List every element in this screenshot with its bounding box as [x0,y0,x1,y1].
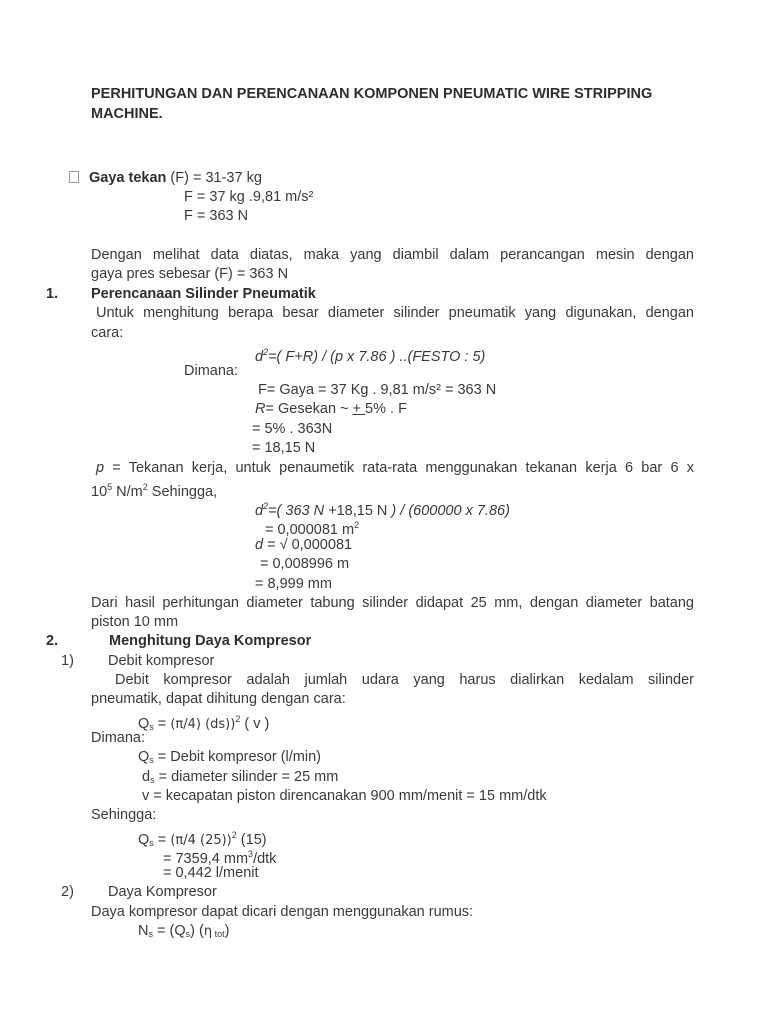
debit-calc-3: = 0,442 l/menit [163,865,259,881]
intro-line-1: Dengan melihat data diatas, maka yang diambil dalam perancangan mesin dengan [91,247,694,263]
d-calc-line-1: $d^2=$( 363 N +18,15 N ) / (600000 x 7.86) [255,501,510,519]
sub-2-number: 2) [61,884,74,900]
sehingga-label: Sehingga: [91,807,157,823]
debit-calc-2: = 7359,4 $mm^3$/dtk [163,849,277,867]
section-1-number: 1. [46,286,59,302]
dimana-label-1: Dimana: [184,363,238,379]
debit-calc-1: $Q_s = (\pi/4$ (25))$^2$ (15) [138,830,267,848]
f-definition: F= Gaya = 37 Kg . 9,81 m/s² = 363 N [258,382,497,398]
r-calc-2: = 18,15 N [252,440,316,456]
debit-para-line-1: Debit kompresor adalah jumlah udara yang harus dialirkan kedalam silinder [115,672,694,688]
gaya-tekan-label: Gaya tekan [89,170,167,186]
bullet-box-icon [69,171,79,183]
sub-1-heading: Debit kompresor [108,653,215,669]
sub-1-number: 1) [61,653,74,669]
sub-2-heading: Daya Kompresor [108,884,217,900]
section-2-number: 2. [46,633,59,649]
p-definition-line-2: $10^5$ $N/m^2$ Sehingga, [91,482,218,500]
formula-d-squared: $d^2=$( F+R) / (p x 7.86 ) ..(FESTO : 5) [255,347,486,365]
gaya-calc-2: F = 363 N [184,208,249,224]
qs-definition: $Q_s$ = Debit kompresor (l/min) [138,749,321,765]
v-definition: v = kecapatan piston direncanakan 900 mm/menit = 15 mm/dtk [142,788,547,804]
debit-formula: $Q_s = (\pi/4)$ (ds))$^2$ ( v ) [138,714,270,732]
gaya-calc-1: F = 37 kg .9,81 m/s² [184,189,314,205]
s1-para-line-1: Untuk menghitung berapa besar diameter silinder pneumatik yang digunakan, dengan [96,305,694,321]
d-calc-line-3: d = √ 0,000081 [255,537,353,553]
daya-intro: Daya kompresor dapat dicari dengan menggunakan rumus: [91,904,474,920]
ds-definition: $d_s$ = diameter silinder = 25 mm [142,769,339,785]
intro-line-2: gaya pres sebesar (F) = 363 N [91,266,289,282]
section-2-heading: Menghitung Daya Kompresor [109,633,312,649]
d-calc-line-5: = 8,999 mm [255,576,332,592]
d-calc-line-4: = 0,008996 m [260,556,350,572]
gaya-tekan-range: (F) = 31-37 kg [166,170,262,186]
r-calc-1: = 5% . 363N [252,421,333,437]
dimana-label-2: Dimana: [91,730,145,746]
r-definition: R= Gesekan ~ + 5% . F [255,401,407,417]
s1-result-line-1: Dari hasil perhitungan diameter tabung silinder didapat 25 mm, dengan diameter batang [91,595,694,611]
p-definition-line-1: p = Tekanan kerja, untuk penaumetik rata-rata menggunakan tekanan kerja 6 bar 6 x [96,460,694,476]
title-line-2: MACHINE. [91,106,163,122]
s1-result-line-2: piston 10 mm [91,614,179,630]
d-calc-line-2: = 0,000081 $m^2$ [265,520,360,538]
s1-para-line-2: cara: [91,325,124,341]
daya-formula: $N_s = (Q_s)$ (η $_{tot}$) [138,923,230,939]
gaya-tekan-line [89,169,262,187]
section-1-heading: Perencanaan Silinder Pneumatik [91,286,316,302]
debit-para-line-2: pneumatik, dapat dihitung dengan cara: [91,691,346,707]
title-line-1: PERHITUNGAN DAN PERENCANAAN KOMPONEN PNEUMATIC WIRE STRIPPING [91,86,653,102]
